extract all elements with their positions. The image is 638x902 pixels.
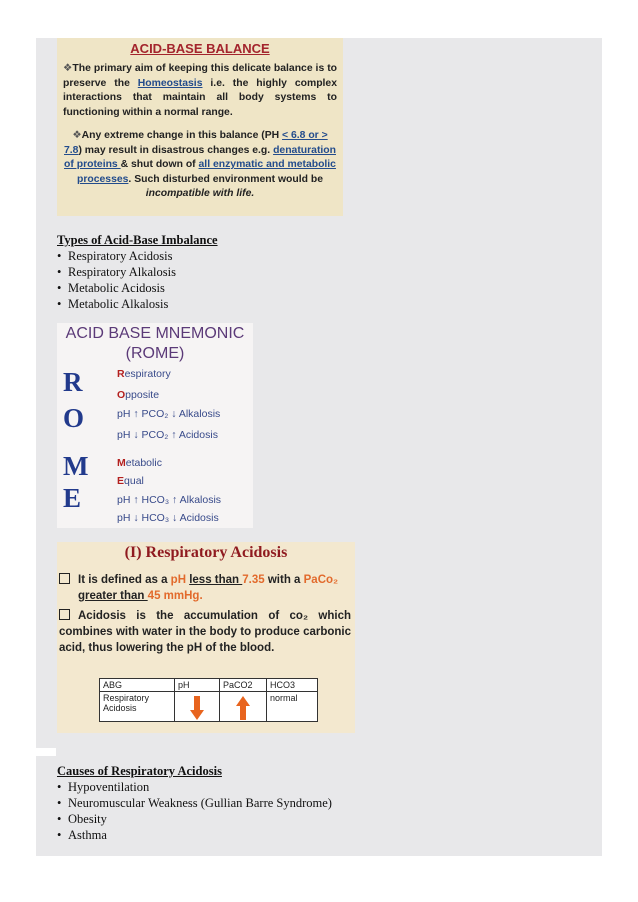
rome-mnemonic-image	[57, 323, 253, 528]
list-item: • Metabolic Acidosis	[57, 280, 218, 296]
checkbox-bullet-icon	[59, 609, 70, 620]
paragraph-extreme-change: ❖Any extreme change in this balance (PH < 6.8 or > 7.8) may result in disastrous changes e.g. denaturation of proteins & shut down of all enzymatic and metabolic processes. Such disturbed environment would be incompatible with life.	[64, 130, 336, 199]
diamond-bullet-icon: ❖	[63, 63, 73, 74]
row-resp-alkalosis: pH ↑ PCO₂ ↓ Alkalosis	[117, 408, 221, 420]
accumulation-bullet: Acidosis is the accumulation of co₂ which combines with water in the body to produce carbonic acid, thus lowering the pH of the blood.	[59, 610, 351, 654]
homeostasis-link: Homeostasis	[137, 77, 203, 89]
acid-base-balance-image	[57, 38, 343, 216]
causes-section	[57, 763, 332, 843]
diamond-bullet-icon: ❖	[72, 130, 82, 141]
list-item: • Neuromuscular Weakness (Gullian Barre Syndrome)	[57, 795, 332, 811]
row-metabolic: Metabolic	[117, 457, 162, 469]
mnemonic-title-2: (ROME)	[125, 345, 185, 362]
image3-title: (I) Respiratory Acidosis	[124, 544, 288, 561]
list-item: • Respiratory Acidosis	[57, 248, 218, 264]
respiratory-acidosis-image	[57, 542, 355, 733]
definition-bullet: It is defined as a pH less than 7.35 with a PaCo₂ greater than 45 mmHg.	[59, 572, 338, 604]
row-resp-acidosis: pH ↓ PCO₂ ↑ Acidosis	[117, 429, 218, 441]
types-heading: Types of Acid-Base Imbalance	[57, 233, 218, 247]
mnemonic-title-1: ACID BASE MNEMONIC	[65, 325, 245, 342]
paragraph-homeostasis: ❖The primary aim of keeping this delicate balance is to preserve the Homeostasis i.e. the highly complex interactions that maintain all body systems to functioning within a normal range.	[63, 63, 337, 118]
ph-down-arrow-icon	[175, 692, 220, 722]
row-opposite: Opposite	[117, 389, 160, 401]
image-title: ACID-BASE BALANCE	[130, 41, 270, 56]
letter-m: M	[63, 451, 89, 481]
row-respiratory: Respiratory	[117, 368, 171, 380]
types-list	[57, 248, 218, 312]
row-met-alkalosis: pH ↑ HCO₃ ↑ Alkalosis	[117, 494, 222, 506]
row-equal: Equal	[117, 475, 144, 487]
list-item: • Hypoventilation	[57, 779, 332, 795]
types-section	[57, 232, 218, 312]
causes-heading: Causes of Respiratory Acidosis	[57, 764, 222, 778]
paco2-up-arrow-icon	[220, 692, 267, 722]
table-cell-hco3: normal	[267, 692, 318, 722]
list-item: • Asthma	[57, 827, 332, 843]
table-header: HCO3	[267, 679, 318, 692]
table-header: ABG	[100, 679, 175, 692]
list-item: • Metabolic Alkalosis	[57, 296, 218, 312]
letter-r: R	[63, 367, 83, 397]
row-met-acidosis: pH ↓ HCO₃ ↓ Acidosis	[117, 512, 219, 524]
letter-o: O	[63, 403, 85, 433]
list-item: • Respiratory Alkalosis	[57, 264, 218, 280]
causes-list	[57, 779, 332, 843]
table-header: pH	[175, 679, 220, 692]
page-gap	[36, 748, 56, 756]
list-item: • Obesity	[57, 811, 332, 827]
table-row-label: Respiratory Acidosis	[100, 692, 175, 722]
table-header: PaCO2	[220, 679, 267, 692]
checkbox-bullet-icon	[59, 573, 70, 584]
letter-e: E	[63, 483, 82, 513]
abg-table	[99, 678, 318, 722]
